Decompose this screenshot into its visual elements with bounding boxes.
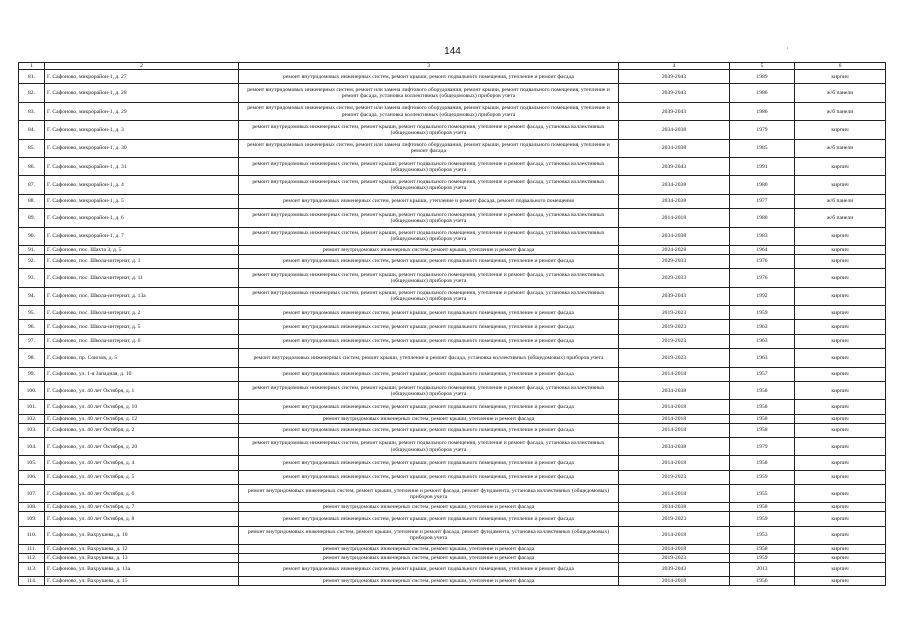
row-number: 93. — [19, 269, 45, 287]
wall-material-cell: ж/б панели — [795, 209, 886, 227]
column-number-row — [19, 63, 886, 70]
build-year-cell: 2013 — [730, 562, 795, 576]
wall-material-cell: кирпич — [795, 287, 886, 305]
row-number: 84. — [19, 121, 45, 139]
row-number: 86. — [19, 158, 45, 176]
build-year-cell: 1986 — [730, 102, 795, 120]
row-number: 99. — [19, 367, 45, 381]
wall-material-cell: кирпич — [795, 503, 886, 512]
build-year-cell: 1989 — [730, 70, 795, 84]
works-cell: ремонт внутридомовых инженерных систем, ремонт крыши, ремонт подвального помещения, утепление и ремонт фасада — [239, 334, 619, 348]
wall-material-cell: кирпич — [795, 562, 886, 576]
row-number: 111. — [19, 545, 45, 554]
period-cell: 2019-2023 — [619, 470, 730, 484]
build-year-cell: 1963 — [730, 320, 795, 334]
works-cell: ремонт внутридомовых инженерных систем, ремонт или замена лифтового оборудования, ремонт крыши, ремонт подвального помещения, утепление и ремонт фасада — [239, 139, 619, 157]
table-row — [19, 254, 886, 268]
row-number: 88. — [19, 194, 45, 208]
wall-material-cell: ж/б панели — [795, 84, 886, 102]
build-year-cell: 1959 — [730, 512, 795, 526]
period-cell: 2019-2023 — [619, 334, 730, 348]
build-year-cell: 1980 — [730, 176, 795, 194]
address-cell: Г. Сафоново, пос. Шахта 3, д. 5 — [45, 246, 239, 255]
table-row — [19, 70, 886, 84]
address-cell: Г. Сафоново, ул. Вахрушева, д. 13 — [45, 553, 239, 562]
build-year-cell: 1979 — [730, 437, 795, 455]
row-number: 98. — [19, 349, 45, 367]
wall-material-cell: кирпич — [795, 400, 886, 414]
period-cell: 2014-2018 — [619, 400, 730, 414]
build-year-cell: 1958 — [730, 545, 795, 554]
housing-repair-table — [18, 62, 886, 586]
works-cell: ремонт внутридомовых инженерных систем, ремонт крыши, ремонт подвального помещения, утепление и ремонт фасада, установка коллективных (общедомовых) приборов учета — [239, 437, 619, 455]
address-cell: Г. Сафоново, микрорайон-1, д. 27 — [45, 70, 239, 84]
works-cell: ремонт внутридомовых инженерных систем, ремонт или замена лифтового оборудования, ремонт крыши, ремонт подвального помещения, утепление и ремонт фасада, установка коллективных (общедомовых) приборов учета — [239, 84, 619, 102]
works-cell: ремонт внутридомовых инженерных систем, ремонт крыши, утепление и ремонт фасада — [239, 545, 619, 554]
address-cell: Г. Сафоново, ул. Вахрушева, д. 10 — [45, 526, 239, 544]
table-row — [19, 485, 886, 503]
works-cell: ремонт внутридомовых инженерных систем, ремонт крыши, ремонт подвального помещения, утепление и ремонт фасада, установка коллективных (общедомовых) приборов учета — [239, 176, 619, 194]
wall-material-cell: кирпич — [795, 577, 886, 586]
table-row — [19, 553, 886, 562]
period-cell: 2034-2038 — [619, 437, 730, 455]
period-cell: 2024-2028 — [619, 246, 730, 255]
wall-material-cell: кирпич — [795, 485, 886, 503]
period-cell: 2029-2033 — [619, 254, 730, 268]
row-number: 114. — [19, 577, 45, 586]
build-year-cell: 1957 — [730, 367, 795, 381]
wall-material-cell: кирпич — [795, 334, 886, 348]
table-row — [19, 176, 886, 194]
wall-material-cell: кирпич — [795, 176, 886, 194]
wall-material-cell: кирпич — [795, 320, 886, 334]
wall-material-cell: кирпич — [795, 381, 886, 399]
address-cell: Г. Сафоново, ул. 40 лет Октября, д. 2 — [45, 423, 239, 437]
address-cell: Г. Сафоново, пос. Школа-интернат, д. 2 — [45, 305, 239, 319]
address-cell: Г. Сафоново, пос. Школа-интернат, д. 11 — [45, 269, 239, 287]
row-number: 104. — [19, 437, 45, 455]
row-number: 87. — [19, 176, 45, 194]
row-number: 81. — [19, 70, 45, 84]
row-number: 92. — [19, 254, 45, 268]
address-cell: Г. Сафоново, ул. 40 лет Октября, д. 10 — [45, 400, 239, 414]
works-cell: ремонт внутридомовых инженерных систем, ремонт крыши, ремонт подвального помещения, утепление и ремонт фасада — [239, 70, 619, 84]
table-row — [19, 512, 886, 526]
address-cell: Г. Сафоново, ул. 40 лет Октября, д. 7 — [45, 503, 239, 512]
address-cell: Г. Сафоново, ул. Вахрушева, д. 13а — [45, 562, 239, 576]
address-cell: Г. Сафоново, ул. 40 лет Октября, д. 4 — [45, 456, 239, 470]
build-year-cell: 1976 — [730, 254, 795, 268]
table-row — [19, 470, 886, 484]
build-year-cell: 1956 — [730, 577, 795, 586]
works-cell: ремонт внутридомовых инженерных систем, ремонт крыши, ремонт подвального помещения, утепление и ремонт фасада — [239, 254, 619, 268]
row-number: 101. — [19, 400, 45, 414]
works-cell: ремонт внутридомовых инженерных систем, ремонт крыши, утепление и ремонт фасада, ремонт фундамента, установка коллективных (общедомовых) приборов учета — [239, 485, 619, 503]
period-cell: 2014-2018 — [619, 577, 730, 586]
build-year-cell: 1991 — [730, 158, 795, 176]
period-cell: 2034-2038 — [619, 121, 730, 139]
table-row — [19, 139, 886, 157]
address-cell: Г. Сафоново, ул. 40 лет Октября, д. 5 — [45, 470, 239, 484]
table-row — [19, 367, 886, 381]
wall-material-cell: кирпич — [795, 254, 886, 268]
address-cell: Г. Сафоново, ул. Вахрушева, д. 15 — [45, 577, 239, 586]
table-row — [19, 287, 886, 305]
build-year-cell: 1963 — [730, 349, 795, 367]
table-row — [19, 456, 886, 470]
column-header: 3 — [239, 63, 619, 70]
address-cell: Г. Сафоново, ул. 40 лет Октября, д. 6 — [45, 485, 239, 503]
address-cell: Г. Сафоново, пос. Школа-интернат, д. 1 — [45, 254, 239, 268]
period-cell: 2014-2018 — [619, 414, 730, 423]
page-number: 144 — [444, 46, 461, 57]
period-cell: 2014-2018 — [619, 485, 730, 503]
address-cell: Г. Сафоново, микрорайон-1, д. 5 — [45, 194, 239, 208]
period-cell: 2019-2023 — [619, 305, 730, 319]
table-row — [19, 305, 886, 319]
address-cell: Г. Сафоново, микрорайон-1, д. 28 — [45, 84, 239, 102]
works-cell: ремонт внутридомовых инженерных систем, ремонт крыши, ремонт подвального помещения, утепление и ремонт фасада — [239, 562, 619, 576]
row-number: 90. — [19, 227, 45, 245]
address-cell: Г. Сафоново, микрорайон-1, д. 30 — [45, 139, 239, 157]
address-cell: Г. Сафоново, ул. 40 лет Октября, д. 20 — [45, 437, 239, 455]
table-row — [19, 158, 886, 176]
address-cell: Г. Сафоново, микрорайон-1, д. 6 — [45, 209, 239, 227]
row-number: 97. — [19, 334, 45, 348]
address-cell: Г. Сафоново, ул. 40 лет Октября, д. 12 — [45, 414, 239, 423]
works-cell: ремонт внутридомовых инженерных систем, ремонт крыши, ремонт подвального помещения, утепление и ремонт фасада — [239, 320, 619, 334]
build-year-cell: 1959 — [730, 305, 795, 319]
table-row — [19, 545, 886, 554]
row-number: 94. — [19, 287, 45, 305]
build-year-cell: 1992 — [730, 287, 795, 305]
row-number: 95. — [19, 305, 45, 319]
period-cell: 2014-2018 — [619, 423, 730, 437]
build-year-cell: 1955 — [730, 485, 795, 503]
address-cell: Г. Сафоново, ул. 40 лет Октября, д. 8 — [45, 512, 239, 526]
period-cell: 2034-2038 — [619, 194, 730, 208]
wall-material-cell: кирпич — [795, 70, 886, 84]
row-number: 102. — [19, 414, 45, 423]
address-cell: Г. Сафоново, пос. Школа-интернат, д. 5 — [45, 320, 239, 334]
row-number: 109. — [19, 512, 45, 526]
build-year-cell: 1959 — [730, 553, 795, 562]
wall-material-cell: кирпич — [795, 158, 886, 176]
wall-material-cell: кирпич — [795, 512, 886, 526]
works-cell: ремонт внутридомовых инженерных систем, ремонт крыши, ремонт подвального помещения, утепление и ремонт фасада, установка коллективных (общедомовых) приборов учета — [239, 209, 619, 227]
wall-material-cell: кирпич — [795, 545, 886, 554]
works-cell: ремонт внутридомовых инженерных систем, ремонт крыши, ремонт подвального помещения, утепление и ремонт фасада — [239, 305, 619, 319]
row-number: 103. — [19, 423, 45, 437]
table-row — [19, 334, 886, 348]
period-cell: 2019-2023 — [619, 553, 730, 562]
build-year-cell: 1953 — [730, 526, 795, 544]
row-number: 100. — [19, 381, 45, 399]
address-cell: Г. Сафоново, ул. 1-я Западная, д. 10 — [45, 367, 239, 381]
works-cell: ремонт внутридомовых инженерных систем, ремонт крыши, ремонт подвального помещения, утепление и ремонт фасада, установка коллективных (общедомовых) приборов учета — [239, 287, 619, 305]
table-row — [19, 414, 886, 423]
build-year-cell: 1980 — [730, 209, 795, 227]
build-year-cell: 1958 — [730, 456, 795, 470]
wall-material-cell: кирпич — [795, 227, 886, 245]
address-cell: Г. Сафоново, микрорайон-1, д. 31 — [45, 158, 239, 176]
build-year-cell: 1964 — [730, 246, 795, 255]
build-year-cell: 1977 — [730, 194, 795, 208]
works-cell: ремонт внутридомовых инженерных систем, ремонт крыши, утепление и ремонт фасада — [239, 503, 619, 512]
works-cell: ремонт внутридомовых инженерных систем, ремонт крыши, ремонт подвального помещения, утепление и ремонт фасада, установка коллективных (общедомовых) приборов учета — [239, 121, 619, 139]
table-row — [19, 503, 886, 512]
address-cell: Г. Сафоново, микрорайон-1, д. 3 — [45, 121, 239, 139]
period-cell: 2034-2038 — [619, 176, 730, 194]
wall-material-cell: кирпич — [795, 305, 886, 319]
works-cell: ремонт внутридомовых инженерных систем, ремонт крыши, ремонт подвального помещения, утепление и ремонт фасада, установка коллективных (общедомовых) приборов учета — [239, 158, 619, 176]
row-number: 113. — [19, 562, 45, 576]
works-cell: ремонт внутридомовых инженерных систем, ремонт крыши, ремонт подвального помещения, утепление и ремонт фасада, установка коллективных (общедомовых) приборов учета — [239, 227, 619, 245]
address-cell: Г. Сафоново, ул. Вахрушева, д. 12 — [45, 545, 239, 554]
row-number: 83. — [19, 102, 45, 120]
address-cell: Г. Сафоново, ул. 40 лет Октября, д. 1 — [45, 381, 239, 399]
build-year-cell: 1958 — [730, 414, 795, 423]
period-cell: 2014-2018 — [619, 209, 730, 227]
period-cell: 2034-2038 — [619, 139, 730, 157]
address-cell: Г. Сафоново, микрорайон-1, д. 4 — [45, 176, 239, 194]
wall-material-cell: кирпич — [795, 423, 886, 437]
build-year-cell: 1976 — [730, 269, 795, 287]
works-cell: ремонт внутридомовых инженерных систем, ремонт крыши, ремонт подвального помещения, утепление и ремонт фасада — [239, 367, 619, 381]
period-cell: 2034-2038 — [619, 381, 730, 399]
wall-material-cell: кирпич — [795, 269, 886, 287]
table-row — [19, 246, 886, 255]
works-cell: ремонт внутридомовых инженерных систем, ремонт крыши, ремонт подвального помещения, утепление и ремонт фасада — [239, 423, 619, 437]
works-cell: ремонт внутридомовых инженерных систем, ремонт крыши, утепление и ремонт фасада — [239, 553, 619, 562]
wall-material-cell: кирпич — [795, 456, 886, 470]
period-cell: 2039-2043 — [619, 102, 730, 120]
works-cell: ремонт внутридомовых инженерных систем, ремонт или замена лифтового оборудования, ремонт крыши, ремонт подвального помещения, утепление и ремонт фасада, установка коллективных (общедомовых) приборов учета — [239, 102, 619, 120]
period-cell: 2039-2043 — [619, 287, 730, 305]
works-cell: ремонт внутридомовых инженерных систем, ремонт крыши, утепление и ремонт фасада, ремонт подвального помещения — [239, 194, 619, 208]
table-row — [19, 194, 886, 208]
period-cell: 2039-2043 — [619, 562, 730, 576]
table-body — [19, 63, 886, 586]
works-cell: ремонт внутридомовых инженерных систем, ремонт крыши, ремонт подвального помещения, утепление и ремонт фасада — [239, 400, 619, 414]
period-cell: 2039-2043 — [619, 158, 730, 176]
row-number: 82. — [19, 84, 45, 102]
table-row — [19, 381, 886, 399]
address-cell: Г. Сафоново, микрорайон-1, д. 7 — [45, 227, 239, 245]
row-number: 105. — [19, 456, 45, 470]
wall-material-cell: ж/б панели — [795, 194, 886, 208]
wall-material-cell: кирпич — [795, 470, 886, 484]
build-year-cell: 1958 — [730, 400, 795, 414]
wall-material-cell: кирпич — [795, 526, 886, 544]
address-cell: Г. Сафоново, микрорайон-1, д. 29 — [45, 102, 239, 120]
column-header: 1 — [19, 63, 45, 70]
wall-material-cell: кирпич — [795, 121, 886, 139]
table-row — [19, 526, 886, 544]
wall-material-cell: кирпич — [795, 367, 886, 381]
row-number: 106. — [19, 470, 45, 484]
build-year-cell: 1985 — [730, 139, 795, 157]
table-row — [19, 400, 886, 414]
works-cell: ремонт внутридомовых инженерных систем, ремонт крыши, утепление и ремонт фасада — [239, 246, 619, 255]
works-cell: ремонт внутридомовых инженерных систем, ремонт крыши, ремонт подвального помещения, утепление и ремонт фасада, установка коллективных (общедомовых) приборов учета — [239, 269, 619, 287]
address-cell: Г. Сафоново, пос. Школа-интернат, д. 6 — [45, 334, 239, 348]
wall-material-cell: кирпич — [795, 349, 886, 367]
build-year-cell: 1958 — [730, 423, 795, 437]
row-number: 110. — [19, 526, 45, 544]
works-cell: ремонт внутридомовых инженерных систем, ремонт крыши, утепление и ремонт фасада, установка коллективных (общедомовых) приборов учета — [239, 349, 619, 367]
wall-material-cell: кирпич — [795, 414, 886, 423]
table-row — [19, 209, 886, 227]
table-row — [19, 84, 886, 102]
table-row — [19, 423, 886, 437]
works-cell: ремонт внутридомовых инженерных систем, ремонт крыши, ремонт подвального помещения, утепление и ремонт фасада, установка коллективных (общедомовых) приборов учета — [239, 381, 619, 399]
wall-material-cell: кирпич — [795, 246, 886, 255]
period-cell: 2014-2018 — [619, 456, 730, 470]
works-cell: ремонт внутридомовых инженерных систем, ремонт крыши, утепление и ремонт фасада — [239, 577, 619, 586]
table-row — [19, 349, 886, 367]
column-header: 6 — [795, 63, 886, 70]
works-cell: ремонт внутридомовых инженерных систем, ремонт крыши, ремонт подвального помещения, утепление и ремонт фасада — [239, 456, 619, 470]
works-cell: ремонт внутридомовых инженерных систем, ремонт крыши, ремонт подвального помещения, утепление и ремонт фасада — [239, 512, 619, 526]
column-header: 4 — [619, 63, 730, 70]
period-cell: 2014-2018 — [619, 526, 730, 544]
table-row — [19, 562, 886, 576]
row-number: 108. — [19, 503, 45, 512]
build-year-cell: 1983 — [730, 227, 795, 245]
build-year-cell: 1959 — [730, 470, 795, 484]
row-number: 107. — [19, 485, 45, 503]
period-cell: 2039-2043 — [619, 84, 730, 102]
build-year-cell: 1963 — [730, 334, 795, 348]
works-cell: ремонт внутридомовых инженерных систем, ремонт крыши, ремонт подвального помещения, утепление и ремонт фасада — [239, 470, 619, 484]
row-number: 91. — [19, 246, 45, 255]
table-row — [19, 102, 886, 120]
wall-material-cell: кирпич — [795, 437, 886, 455]
period-cell: 2034-2038 — [619, 227, 730, 245]
table-row — [19, 227, 886, 245]
period-cell: 2029-2033 — [619, 269, 730, 287]
address-cell: Г. Сафоново, пр. Союзов, д. 5 — [45, 349, 239, 367]
period-cell: 2034-2038 — [619, 503, 730, 512]
works-cell: ремонт внутридомовых инженерных систем, ремонт крыши, утепление и ремонт фасада — [239, 414, 619, 423]
row-number: 85. — [19, 139, 45, 157]
table-row — [19, 320, 886, 334]
build-year-cell: 1958 — [730, 381, 795, 399]
margin-mark: · — [786, 44, 789, 53]
build-year-cell: 1986 — [730, 84, 795, 102]
period-cell: 2019-2023 — [619, 320, 730, 334]
column-header: 5 — [730, 63, 795, 70]
period-cell: 2019-2023 — [619, 512, 730, 526]
row-number: 89. — [19, 209, 45, 227]
address-cell: Г. Сафоново, пос. Школа-интернат, д. 13а — [45, 287, 239, 305]
build-year-cell: 1979 — [730, 121, 795, 139]
wall-material-cell: кирпич — [795, 553, 886, 562]
period-cell: 2014-2018 — [619, 545, 730, 554]
works-cell: ремонт внутридомовых инженерных систем, ремонт крыши, утепление и ремонт фасада, ремонт фундамента, установка коллективных (общедомовых) приборов учета — [239, 526, 619, 544]
wall-material-cell: ж/б панели — [795, 102, 886, 120]
row-number: 96. — [19, 320, 45, 334]
row-number: 112. — [19, 553, 45, 562]
table-row — [19, 269, 886, 287]
period-cell: 2039-2043 — [619, 70, 730, 84]
period-cell: 2014-2018 — [619, 367, 730, 381]
table-row — [19, 437, 886, 455]
table-row — [19, 577, 886, 586]
period-cell: 2019-2023 — [619, 349, 730, 367]
build-year-cell: 1958 — [730, 503, 795, 512]
column-header: 2 — [45, 63, 239, 70]
table-row — [19, 121, 886, 139]
wall-material-cell: ж/б панели — [795, 139, 886, 157]
